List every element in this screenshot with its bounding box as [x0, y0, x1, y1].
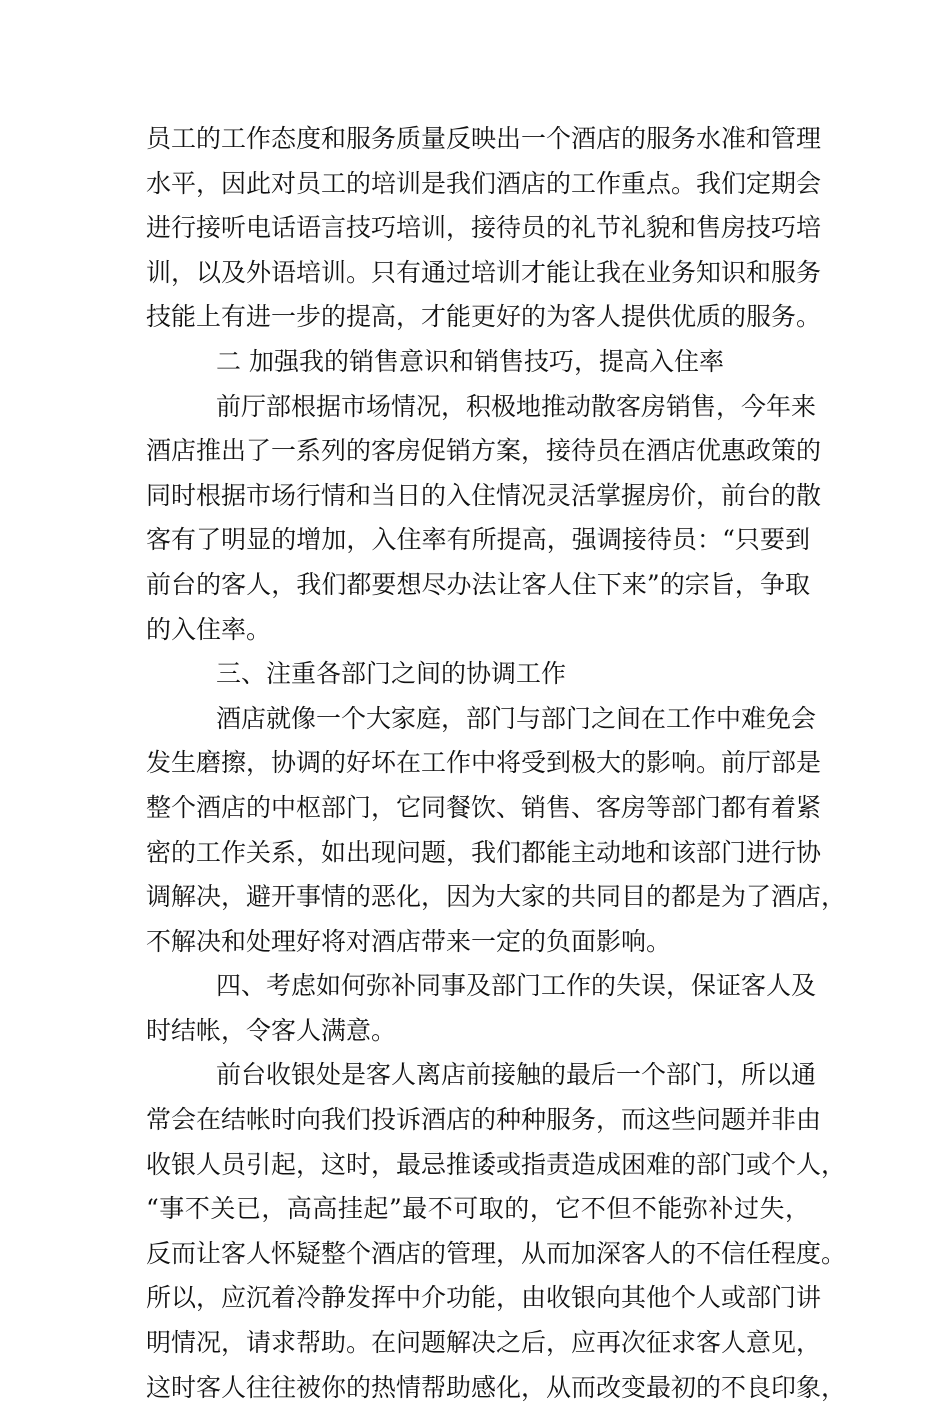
text-line: 时结帐，令客人满意。: [146, 1015, 397, 1045]
section-heading-2: 二 加强我的销售意识和销售技巧，提高入住率: [216, 346, 724, 376]
text-line: 整个酒店的中枢部门，它同餐饮、销售、客房等部门都有着紧: [146, 792, 822, 822]
text-line: 不解决和处理好将对酒店带来一定的负面影响。: [146, 926, 672, 956]
body-text: [146, 117, 847, 1410]
text-line: 收银人员引起，这时，最忌推诿或指责造成困难的部门或个人，: [146, 1149, 847, 1179]
text-line: 进行接听电话语言技巧培训，接待员的礼节礼貌和售房技巧培: [146, 213, 822, 243]
text-line: 常会在结帐时向我们投诉酒店的种种服务，而这些问题并非由: [146, 1105, 822, 1135]
text-line: 员工的工作态度和服务质量反映出一个酒店的服务水准和管理: [146, 124, 822, 153]
text-line: 前台的客人，我们都要想尽办法让客人住下来”的宗旨，争取: [146, 569, 810, 599]
text-line: 技能上有进一步的提高，才能更好的为客人提供优质的服务。: [146, 302, 822, 332]
text-line: 同时根据市场行情和当日的入住情况灵活掌握房价，前台的散: [146, 480, 822, 510]
text-line: 客有了明显的增加，入住率有所提高，强调接待员：“只要到: [146, 525, 810, 555]
text-line: 酒店就像一个大家庭，部门与部门之间在工作中难免会: [216, 703, 817, 733]
text-line: 明情况，请求帮助。在问题解决之后，应再次征求客人意见，: [146, 1328, 822, 1358]
text-line: “事不关已，高高挂起”最不可取的，它不但不能弥补过失，: [146, 1194, 810, 1224]
text-line: 所以，应沉着冷静发挥中介功能，由收银向其他个人或部门讲: [146, 1283, 822, 1313]
text-line: 前台收银处是客人离店前接触的最后一个部门，所以通: [216, 1060, 817, 1090]
section-heading-4: 四、考虑如何弥补同事及部门工作的失误，保证客人及: [216, 971, 817, 1001]
text-line: 这时客人往往被你的热情帮助感化，从而改变最初的不良印象，: [146, 1372, 847, 1402]
text-line: 调解决，避开事情的恶化，因为大家的共同目的都是为了酒店，: [146, 882, 847, 912]
text-line: 水平，因此对员工的培训是我们酒店的工作重点。我们定期会: [146, 168, 822, 198]
text-line: 前厅部根据市场情况，积极地推动散客房销售，今年来: [216, 391, 817, 421]
text-line: 发生磨擦，协调的好坏在工作中将受到极大的影响。前厅部是: [146, 748, 822, 778]
text-line: 的入住率。: [146, 614, 272, 644]
text-line: 密的工作关系，如出现问题，我们都能主动地和该部门进行协: [146, 837, 822, 867]
text-line: 酒店推出了一系列的客房促销方案，接待员在酒店优惠政策的: [146, 436, 822, 466]
section-heading-3: 三、注重各部门之间的协调工作: [216, 659, 567, 689]
text-line: 训，以及外语培训。只有通过培训才能让我在业务知识和服务: [146, 257, 822, 287]
text-line: 反而让客人怀疑整个酒店的管理，从而加深客人的不信任程度。: [146, 1238, 847, 1268]
